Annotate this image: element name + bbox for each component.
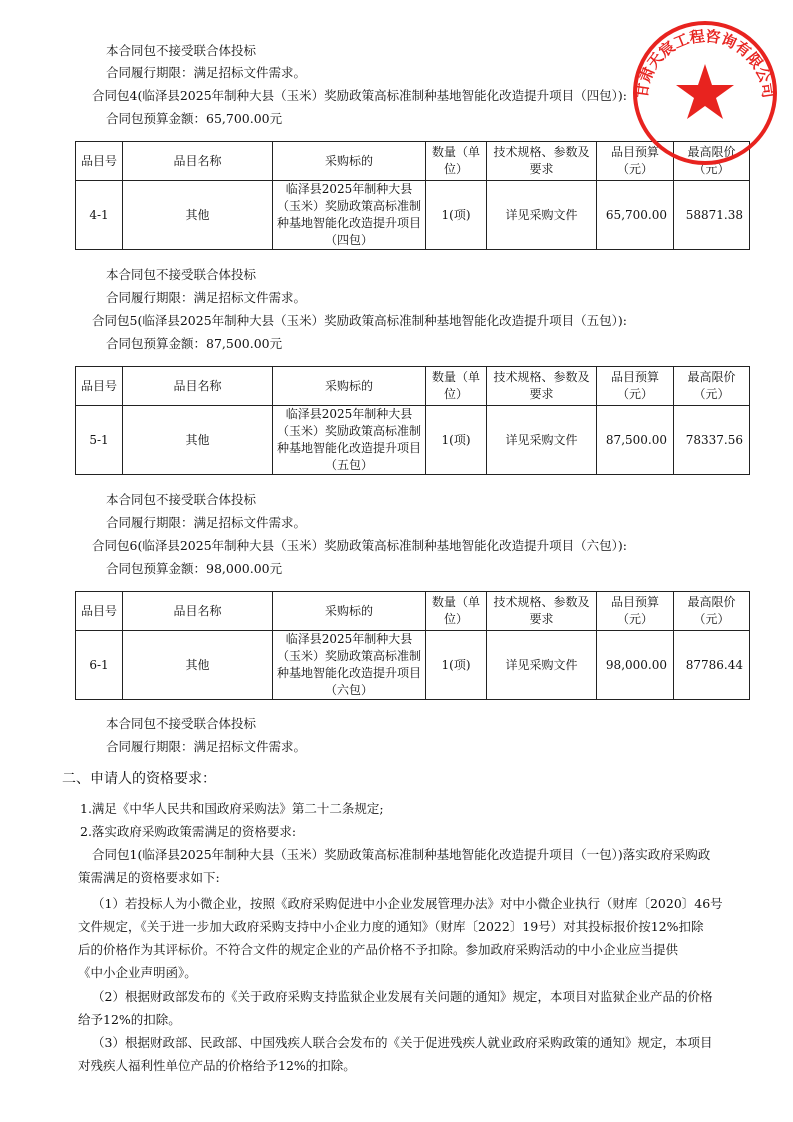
header-item-name: 品目名称 bbox=[123, 142, 273, 181]
no-consortium-note: 本合同包不接受联合体投标 bbox=[106, 716, 257, 731]
table-row bbox=[76, 181, 750, 250]
policy-paragraph: 合同包1(临泽县2025年制种大县（玉米）奖励政策高标准制种基地智能化改造提升项目（一包）)落实政府采购政 bbox=[92, 847, 711, 862]
clause-paragraph: （1）若投标人为小微企业，按照《政府采购促进中小企业发展管理办法》对中小微企业执行（财库〔2020〕46号 bbox=[92, 896, 723, 911]
header-item-name: 品目名称 bbox=[123, 367, 273, 406]
cell-target: 临泽县2025年制种大县（玉米）奖励政策高标准制种基地智能化改造提升项目（六包） bbox=[273, 631, 426, 700]
package-title: 合同包5(临泽县2025年制种大县（玉米）奖励政策高标准制种基地智能化改造提升项目（五包）): bbox=[92, 313, 627, 328]
no-consortium-note: 本合同包不接受联合体投标 bbox=[106, 43, 257, 58]
header-budget: 品目预算（元） bbox=[597, 592, 674, 631]
cell-quantity: 1(项) bbox=[426, 406, 487, 475]
cell-item-name: 其他 bbox=[123, 406, 273, 475]
header-item-no: 品目号 bbox=[76, 592, 123, 631]
header-max-price: 最高限价（元） bbox=[674, 592, 750, 631]
clause-paragraph: （2）根据财政部发布的《关于政府采购支持监狱企业发展有关问题的通知》规定，本项目对监狱企业产品的价格 bbox=[92, 989, 713, 1004]
clause-paragraph: 给予12%的扣除。 bbox=[78, 1012, 181, 1027]
cell-item-no: 5-1 bbox=[76, 406, 123, 475]
cell-item-name: 其他 bbox=[123, 181, 273, 250]
cell-target: 临泽县2025年制种大县（玉米）奖励政策高标准制种基地智能化改造提升项目（五包） bbox=[273, 406, 426, 475]
procurement-table bbox=[75, 366, 750, 475]
cell-budget: 98,000.00 bbox=[597, 631, 674, 700]
cell-max-price: 87786.44 bbox=[674, 631, 750, 700]
header-target: 采购标的 bbox=[273, 592, 426, 631]
header-target: 采购标的 bbox=[273, 142, 426, 181]
cell-quantity: 1(项) bbox=[426, 181, 487, 250]
cell-budget: 87,500.00 bbox=[597, 406, 674, 475]
header-spec: 技术规格、参数及要求 bbox=[487, 367, 597, 406]
cell-spec: 详见采购文件 bbox=[487, 181, 597, 250]
header-max-price: 最高限价（元） bbox=[674, 367, 750, 406]
header-max-price: 最高限价（元） bbox=[674, 142, 750, 181]
cell-max-price: 78337.56 bbox=[674, 406, 750, 475]
cell-item-name: 其他 bbox=[123, 631, 273, 700]
clause-paragraph: 对残疾人福利性单位产品的价格给予12%的扣除。 bbox=[78, 1058, 356, 1073]
package-budget: 合同包预算金额：65,700.00元 bbox=[106, 111, 283, 126]
no-consortium-note: 本合同包不接受联合体投标 bbox=[106, 492, 257, 507]
header-item-no: 品目号 bbox=[76, 367, 123, 406]
table-header-row bbox=[76, 592, 750, 631]
clause-paragraph: 《中小企业声明函》。 bbox=[78, 965, 197, 980]
section-heading: 二、申请人的资格要求： bbox=[62, 771, 216, 787]
header-quantity: 数量（单位） bbox=[426, 367, 487, 406]
seal-star-icon bbox=[676, 64, 734, 119]
requirement-item: 2.落实政府采购政策需满足的资格要求: bbox=[80, 824, 297, 839]
cell-spec: 详见采购文件 bbox=[487, 406, 597, 475]
performance-period: 合同履行期限：满足招标文件需求。 bbox=[106, 515, 307, 530]
header-spec: 技术规格、参数及要求 bbox=[487, 142, 597, 181]
clause-paragraph: 文件规定，《关于进一步加大政府采购支持中小企业力度的通知》（财库〔2022〕19号）对其投标报价按12%扣除 bbox=[78, 919, 704, 934]
cell-item-no: 4-1 bbox=[76, 181, 123, 250]
no-consortium-note: 本合同包不接受联合体投标 bbox=[106, 267, 257, 282]
header-spec: 技术规格、参数及要求 bbox=[487, 592, 597, 631]
header-item-no: 品目号 bbox=[76, 142, 123, 181]
cell-quantity: 1(项) bbox=[426, 631, 487, 700]
requirement-item: 1.满足《中华人民共和国政府采购法》第二十二条规定; bbox=[80, 801, 384, 816]
package-title: 合同包4(临泽县2025年制种大县（玉米）奖励政策高标准制种基地智能化改造提升项目（四包）): bbox=[92, 88, 627, 103]
performance-period: 合同履行期限：满足招标文件需求。 bbox=[106, 739, 307, 754]
policy-paragraph: 策需满足的资格要求如下: bbox=[78, 870, 220, 885]
header-quantity: 数量（单位） bbox=[426, 142, 487, 181]
header-budget: 品目预算（元） bbox=[597, 367, 674, 406]
header-item-name: 品目名称 bbox=[123, 592, 273, 631]
cell-max-price: 58871.38 bbox=[674, 181, 750, 250]
cell-item-no: 6-1 bbox=[76, 631, 123, 700]
seal-text: 甘肃天宸工程咨询有限公司 bbox=[632, 27, 778, 100]
procurement-table bbox=[75, 591, 750, 700]
company-seal bbox=[630, 18, 780, 168]
cell-budget: 65,700.00 bbox=[597, 181, 674, 250]
package-budget: 合同包预算金额：98,000.00元 bbox=[106, 561, 283, 576]
performance-period: 合同履行期限：满足招标文件需求。 bbox=[106, 65, 307, 80]
table-row bbox=[76, 406, 750, 475]
header-budget: 品目预算（元） bbox=[597, 142, 674, 181]
package-budget: 合同包预算金额：87,500.00元 bbox=[106, 336, 283, 351]
table-row bbox=[76, 631, 750, 700]
performance-period: 合同履行期限：满足招标文件需求。 bbox=[106, 290, 307, 305]
header-quantity: 数量（单位） bbox=[426, 592, 487, 631]
clause-paragraph: （3）根据财政部、民政部、中国残疾人联合会发布的《关于促进残疾人就业政府采购政策的通知》规定，本项目 bbox=[92, 1035, 713, 1050]
cell-target: 临泽县2025年制种大县（玉米）奖励政策高标准制种基地智能化改造提升项目（四包） bbox=[273, 181, 426, 250]
header-target: 采购标的 bbox=[273, 367, 426, 406]
table-header-row bbox=[76, 367, 750, 406]
clause-paragraph: 后的价格作为其评标价。不符合文件的规定企业的产品价格不予扣除。参加政府采购活动的中小企业应当提供 bbox=[78, 942, 679, 957]
cell-spec: 详见采购文件 bbox=[487, 631, 597, 700]
package-title: 合同包6(临泽县2025年制种大县（玉米）奖励政策高标准制种基地智能化改造提升项目（六包）): bbox=[92, 538, 627, 553]
